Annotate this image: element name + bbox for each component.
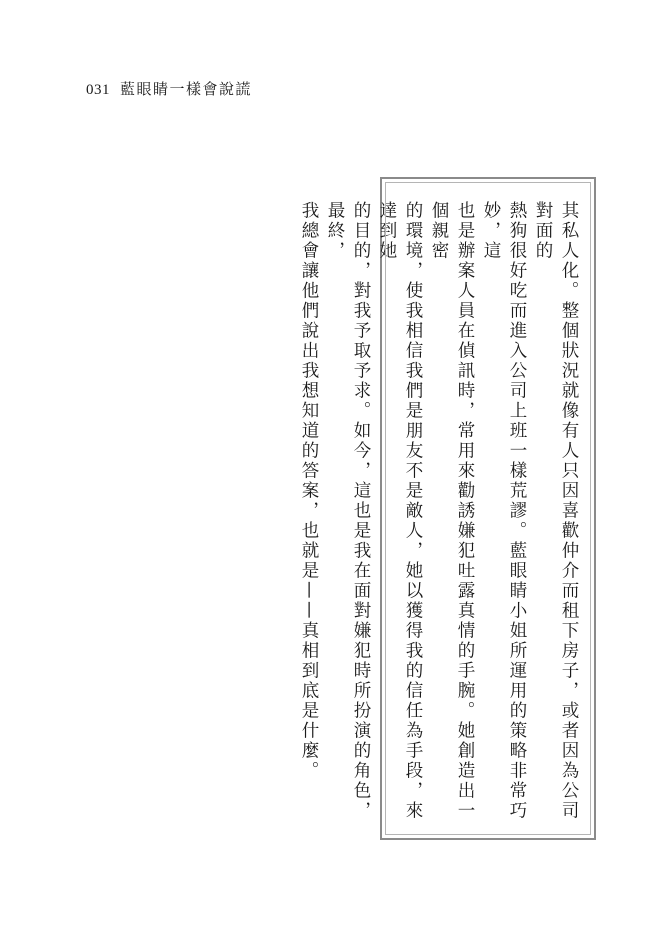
vertical-body-text — [299, 201, 582, 821]
text-line: 其私人化。整個狀況就像有人只因喜歡仲介而租下房子，或者因為公司對面的 — [533, 201, 579, 821]
page-number: 031 — [86, 82, 110, 98]
text-line: 我總會讓他們說出我想知道的答案，也就是——真相到底是什麼。 — [299, 201, 319, 781]
text-line: 也是辦案人員在偵訊時，常用來勸誘嫌犯吐露真情的手腕。她創造出一個親密 — [429, 201, 475, 821]
text-line: 的環境，使我相信我們是朋友不是敵人，她以獲得我的信任為手段，來達到她 — [377, 201, 423, 821]
text-line: 熱狗很好吃而進入公司上班一樣荒謬。藍眼睛小姐所運用的策略非常巧妙，這 — [481, 201, 527, 821]
text-line: 的目的，對我予取予求。如今，這也是我在面對嫌犯時所扮演的角色，最終， — [325, 201, 371, 821]
text-frame — [299, 177, 596, 840]
book-title: 藍眼睛一樣會說謊 — [120, 80, 253, 98]
running-header — [86, 78, 252, 99]
